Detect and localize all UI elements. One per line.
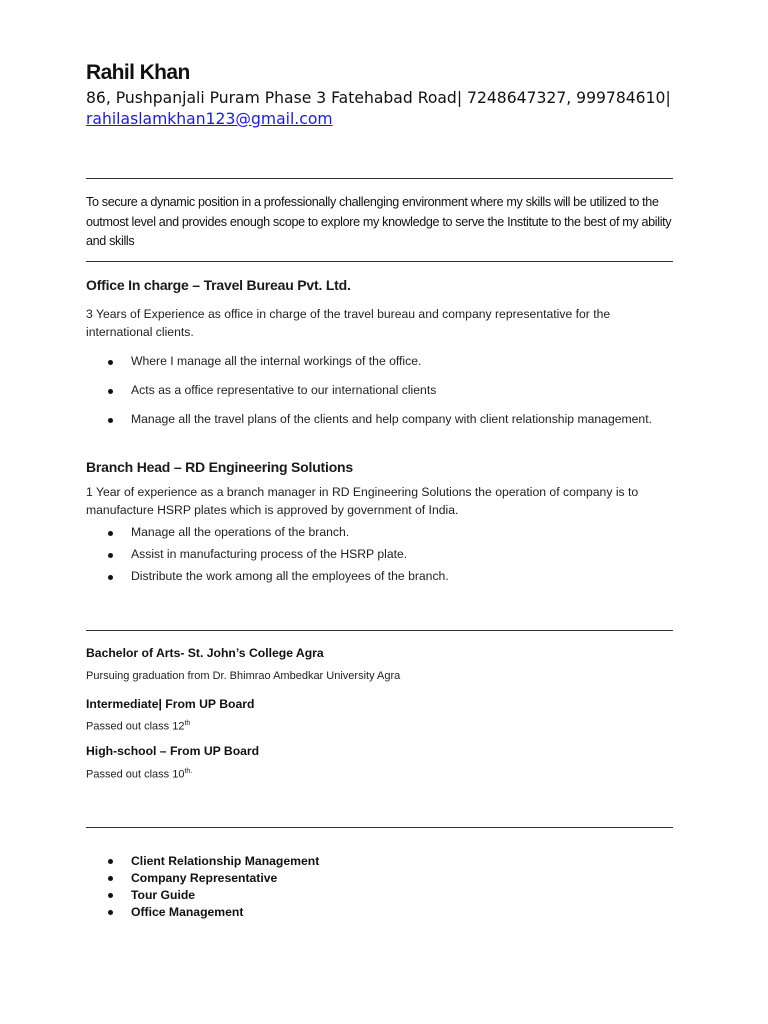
list-item-text: Assist in manufacturing process of the HSRP plate. [131, 547, 408, 561]
education-title: High-school – From UP Board [86, 744, 260, 758]
job-summary: 1 Year of experience as a branch manager in RD Engineering Solutions the operation of company is to manufacture HSRP plates which is approved by government of India. [86, 485, 639, 517]
bullet-icon [108, 389, 113, 394]
email-link[interactable]: rahilaslamkhan123@gmail.com [86, 110, 333, 128]
list-item [86, 411, 673, 429]
job-summary: 3 Years of Experience as office in charge of the travel bureau and company representative for the international clients. [86, 307, 611, 339]
education-detail [86, 768, 192, 781]
bullet-icon [108, 893, 113, 898]
education-detail-text: Passed out class 10 [86, 768, 185, 781]
bullet-icon [108, 418, 113, 423]
list-item-text: Distribute the work among all the employees of the branch. [131, 569, 449, 583]
objective-text: To secure a dynamic position in a professionally challenging environment where my skills will be utilized to the outmost level and provides enough scope to explore my knowledge to serve the Institute to the best of my ability and skills [86, 195, 672, 248]
skill-text: Tour Guide [131, 888, 196, 902]
bullet-icon [108, 360, 113, 365]
education-detail [86, 720, 190, 733]
divider [86, 630, 673, 631]
job-title: Office In charge – Travel Bureau Pvt. Ltd. [86, 277, 351, 293]
list-item [86, 524, 673, 542]
divider [86, 827, 673, 828]
bullet-icon [108, 553, 113, 558]
skill-item [86, 870, 319, 887]
education-title: Intermediate| From UP Board [86, 697, 255, 711]
skill-text: Office Management [131, 905, 244, 919]
skill-item [86, 904, 319, 921]
list-item-text: Where I manage all the internal workings of the office. [131, 354, 422, 368]
list-item [86, 382, 673, 400]
bullet-icon [108, 910, 113, 915]
skills-list [86, 853, 319, 921]
divider [86, 178, 673, 179]
list-item-text: Manage all the operations of the branch. [131, 525, 350, 539]
divider [86, 261, 673, 262]
job-duties-list [86, 524, 673, 586]
list-item-text: Acts as a office representative to our international clients [131, 383, 437, 397]
skill-text: Company Representative [131, 871, 278, 885]
job-title: Branch Head – RD Engineering Solutions [86, 459, 353, 475]
education-detail: Pursuing graduation from Dr. Bhimrao Ambedkar University Agra [86, 670, 401, 682]
list-item-text: Manage all the travel plans of the clients and help company with client relationship management. [131, 412, 652, 426]
list-item [86, 568, 673, 586]
superscript: th. [184, 768, 193, 775]
list-item [86, 546, 673, 564]
education-title: Bachelor of Arts- St. John’s College Agra [86, 646, 324, 660]
list-item [86, 353, 673, 371]
bullet-icon [108, 876, 113, 881]
bullet-icon [108, 531, 113, 536]
skill-item [86, 853, 319, 870]
bullet-icon [108, 859, 113, 864]
contact-line [86, 88, 673, 130]
superscript: th [184, 720, 191, 727]
address-phone: 86, Pushpanjali Puram Phase 3 Fatehabad Road| 7248647327, 999784610| [86, 89, 671, 107]
job-duties-list [86, 353, 673, 429]
bullet-icon [108, 575, 113, 580]
candidate-name: Rahil Khan [86, 61, 190, 84]
skill-item [86, 887, 319, 904]
skill-text: Client Relationship Management [131, 854, 320, 868]
education-detail-text: Passed out class 12 [86, 720, 185, 733]
